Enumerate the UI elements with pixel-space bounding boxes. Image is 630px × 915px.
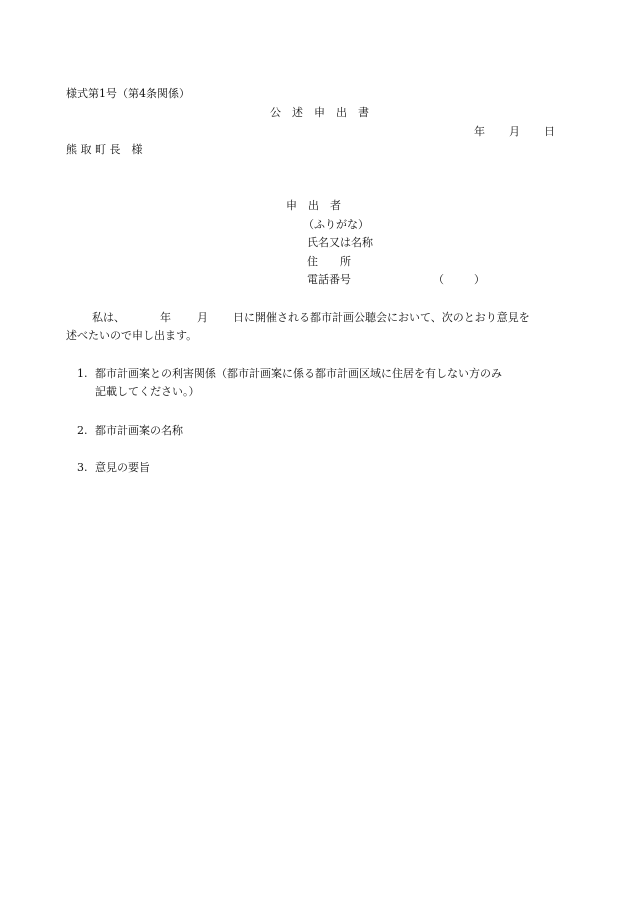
item-text: 都市計画案との利害関係（都市計画案に係る都市計画区域に住居を有しない方のみ — [95, 367, 502, 380]
phone-paren-close: ） — [474, 273, 485, 286]
statement-year: 年 — [160, 311, 171, 324]
item-number: 1. — [77, 367, 88, 380]
date-year: 年 — [474, 125, 485, 138]
item-number: 3. — [77, 461, 88, 474]
item-text: 都市計画案の名称 — [95, 424, 183, 437]
item-continuation: 記載してください。） — [95, 385, 200, 398]
phone-paren-open: （ — [433, 273, 444, 286]
furigana-label: （ふりがな） — [303, 218, 369, 231]
statement-line2: 述べたいので申し出ます。 — [66, 329, 198, 342]
statement-prefix: 私は、 — [92, 311, 125, 324]
date-month: 月 — [509, 125, 520, 138]
addressee: 熊 取 町 長 様 — [66, 143, 143, 156]
address-label: 住 所 — [307, 255, 351, 268]
document-title: 公 述 申 出 書 — [270, 106, 369, 119]
statement-line1-suffix: 日に開催される都市計画公聴会において、次のとおり意見を — [233, 311, 530, 324]
date-day: 日 — [544, 125, 555, 138]
item-text: 意見の要旨 — [95, 461, 150, 474]
item-number: 2. — [77, 424, 88, 437]
form-number: 様式第1号（第4条関係） — [66, 87, 190, 100]
applicant-heading: 申 出 者 — [286, 199, 341, 212]
name-label: 氏名又は名称 — [307, 236, 373, 249]
statement-month: 月 — [197, 311, 208, 324]
phone-label: 電話番号 — [307, 273, 351, 286]
